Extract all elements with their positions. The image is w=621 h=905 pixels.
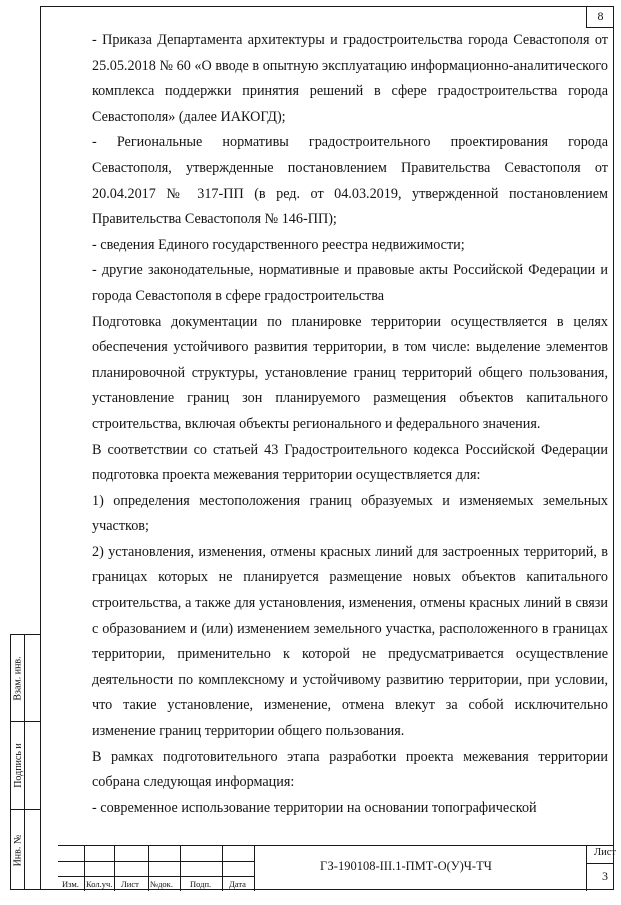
title-block: [58, 845, 614, 890]
paragraph: - Региональные нормативы градостроительного проектирования города Севастополя, утвержденные постановлением Правительства Севастополя от 20.04.2017 № 317-ПП (в ред. от 04.03.2019, утвержденной постановлением Правительства Севастополя № 146-ПП);: [92, 134, 608, 228]
paragraph: 1) определения местоположения границ образуемых и изменяемых земельных участков;: [92, 492, 608, 535]
stamp-col-koluch: Кол.уч.: [86, 879, 113, 889]
document-body: [92, 28, 608, 821]
paragraph: 2) установления, изменения, отмены красных линий для застроенных территорий, в границах которых не планируется размещение новых объектов капитального строительства, а также для установления, изменения, отмены красных линий в связи с образованием и (или) изменением земельного участка, расположенного в границах территории, применительно к которой не предусматривается осуществление деятельности по комплексному и устойчивому развитию территории, при условии, что такие установление, изменение, отмена влекут за собой исключительно изменение границ территории общего пользования.: [92, 543, 608, 740]
paragraph: - Приказа Департамента архитектуры и градостроительства города Севастополя от 25.05.2018 № 60 «О вводе в опытную эксплуатацию информационно-аналитического комплекса поддержки принятия решений в сфере градостроительства города Севастополя» (далее ИАКОГД);: [92, 32, 608, 125]
stamp-col-data: Дата: [229, 879, 246, 889]
stamp-col-line: [254, 846, 255, 891]
inv-number-label: Инв. №: [12, 834, 24, 866]
page-number: 8: [586, 6, 614, 28]
stamp-col-line: [148, 846, 149, 891]
stamp-col-podp: Подп.: [190, 879, 212, 889]
stamp-col-ndok: №док.: [150, 879, 173, 889]
stamp-row-line: [58, 876, 254, 877]
sheet-number: 3: [602, 869, 608, 883]
paragraph: - современное использование территории на основании топографической: [92, 799, 537, 816]
stamp-col-line: [114, 846, 115, 891]
paragraph: В рамках подготовительного этапа разработки проекта межевания территории собрана следующая информация:: [92, 748, 608, 791]
stamp-col-line: [222, 846, 223, 891]
side-stamp: [10, 634, 40, 890]
paragraph: Подготовка документации по планировке территории осуществляется в целях обеспечения устойчивого развития территории, в том числе: выделение элементов планировочной структуры, установление границ территорий общего пользования, установление границ зон планируемого размещения объектов капитального строительства, включая объекты регионального и федерального значения.: [92, 313, 608, 432]
stamp-row-line: [58, 861, 254, 862]
sheet-label: Лист: [594, 847, 616, 858]
stamp-col-line: [586, 846, 587, 891]
document-code: ГЗ-190108-III.1-ПМТ-О(У)Ч-ТЧ: [320, 859, 492, 873]
paragraph: - сведения Единого государственного реестра недвижимости;: [92, 236, 465, 253]
stamp-row-line: [586, 863, 614, 864]
stamp-col-izm: Изм.: [62, 879, 79, 889]
stamp-col-line: [84, 846, 85, 891]
stamp-col-line: [180, 846, 181, 891]
paragraph: В соответствии со статьей 43 Градостроительного кодекса Российской Федерации подготовка проекта межевания территории осуществляется для:: [92, 441, 608, 484]
podpis-label: Подпись и: [12, 742, 24, 788]
paragraph: - другие законодательные, нормативные и правовые акты Российской Федерации и города Севастополя в сфере градостроительства: [92, 262, 608, 304]
stamp-col-list: Лист: [121, 879, 139, 889]
vzam-inv-label: Взам. инв.: [12, 655, 24, 701]
